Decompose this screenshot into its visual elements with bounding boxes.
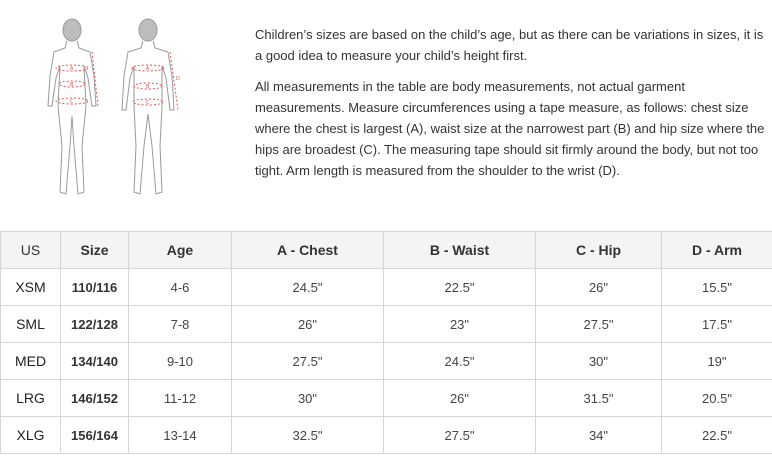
measurement-diagram — [30, 6, 220, 202]
header-us: US — [1, 232, 61, 269]
table-row — [1, 306, 772, 343]
cell-chest: 30" — [232, 380, 384, 417]
table-row — [1, 380, 772, 417]
cell-waist: 24.5" — [384, 343, 536, 380]
cell-hip: 34" — [536, 417, 662, 454]
cell-waist: 26" — [384, 380, 536, 417]
cell-chest: 27.5" — [232, 343, 384, 380]
cell-arm: 22.5" — [662, 417, 772, 454]
cell-hip: 26" — [536, 269, 662, 306]
intro-paragraph-1: Children’s sizes are based on the child’s age, but as there can be variations in sizes, it is a good idea to measure your child’s height first. — [255, 27, 764, 63]
size-guide-intro — [255, 24, 767, 191]
cell-waist: 23" — [384, 306, 536, 343]
svg-text:C: C — [70, 99, 74, 105]
header-waist: B - Waist — [384, 232, 536, 269]
cell-age: 7-8 — [129, 306, 232, 343]
cell-hip: 31.5" — [536, 380, 662, 417]
table-header-row — [1, 232, 772, 269]
cell-waist: 22.5" — [384, 269, 536, 306]
cell-size: 134/140 — [61, 343, 129, 380]
cell-us: XLG — [1, 417, 61, 454]
cell-arm: 17.5" — [662, 306, 772, 343]
table-row — [1, 343, 772, 380]
cell-us: LRG — [1, 380, 61, 417]
cell-age: 9-10 — [129, 343, 232, 380]
cell-age: 11-12 — [129, 380, 232, 417]
svg-text:A: A — [146, 66, 150, 72]
svg-text:A: A — [70, 66, 74, 72]
intro-paragraph-2: All measurements in the table are body measurements, not actual garment measurements. Measure circumferences using a tape measure, as follows: chest size where the chest is largest (A), waist size at the narrowest part (B) and hip size where the hips are broadest (C). The measuring tape should sit firmly around the body, but not too tight. Arm length is measured from the shoulder to the wrist (D). — [255, 79, 765, 178]
cell-age: 4-6 — [129, 269, 232, 306]
cell-waist: 27.5" — [384, 417, 536, 454]
svg-text:C: C — [146, 100, 150, 106]
header-arm: D - Arm — [662, 232, 772, 269]
cell-us: MED — [1, 343, 61, 380]
table-row — [1, 417, 772, 454]
cell-arm: 19" — [662, 343, 772, 380]
size-chart-table — [0, 231, 772, 454]
cell-size: 110/116 — [61, 269, 129, 306]
cell-size: 146/152 — [61, 380, 129, 417]
measurement-diagram-icon — [30, 6, 220, 202]
header-chest: A - Chest — [232, 232, 384, 269]
header-hip: C - Hip — [536, 232, 662, 269]
svg-text:B: B — [70, 82, 74, 88]
cell-age: 13-14 — [129, 417, 232, 454]
cell-hip: 27.5" — [536, 306, 662, 343]
header-size: Size — [61, 232, 129, 269]
cell-chest: 26" — [232, 306, 384, 343]
cell-us: SML — [1, 306, 61, 343]
cell-size: 122/128 — [61, 306, 129, 343]
cell-chest: 24.5" — [232, 269, 384, 306]
cell-us: XSM — [1, 269, 61, 306]
cell-size: 156/164 — [61, 417, 129, 454]
cell-arm: 20.5" — [662, 380, 772, 417]
header-age: Age — [129, 232, 232, 269]
svg-text:D: D — [176, 76, 180, 82]
cell-hip: 30" — [536, 343, 662, 380]
cell-arm: 15.5" — [662, 269, 772, 306]
svg-text:B: B — [146, 84, 150, 90]
table-row — [1, 269, 772, 306]
cell-chest: 32.5" — [232, 417, 384, 454]
